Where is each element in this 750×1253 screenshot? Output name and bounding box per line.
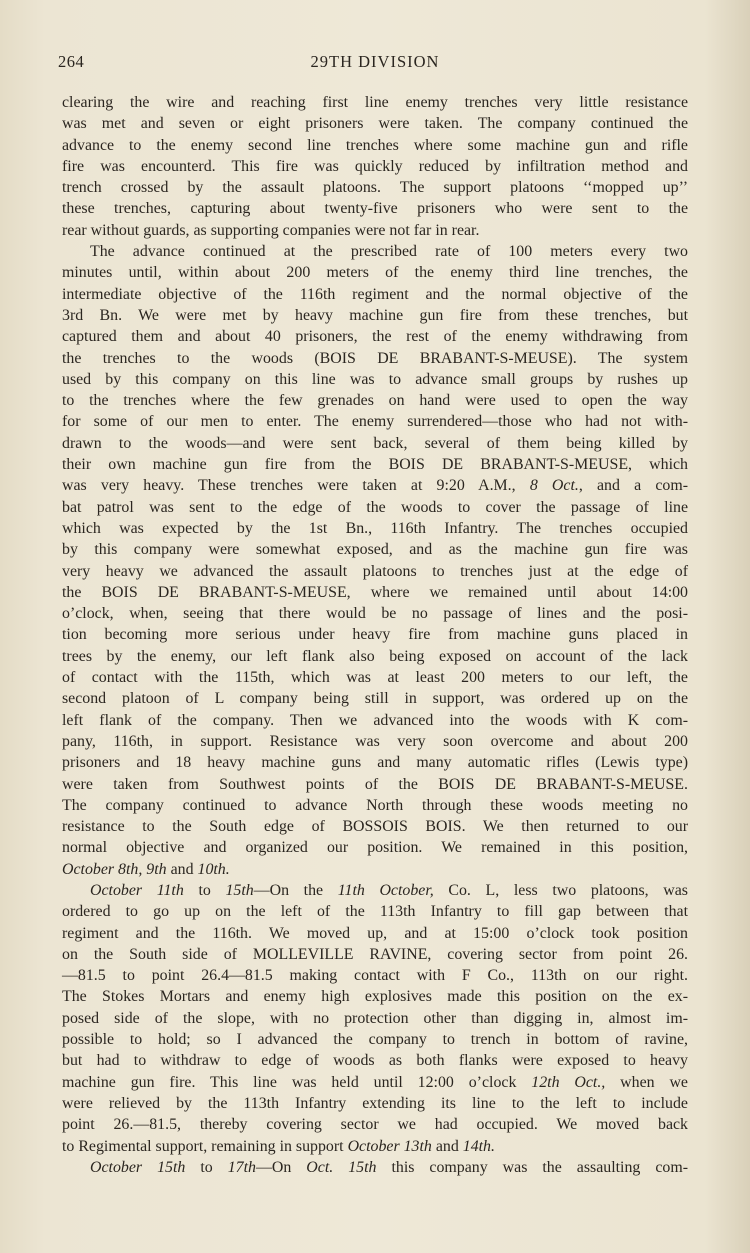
line-text: and <box>166 860 198 878</box>
text-line: were relieved by the 113th Infantry extending its line to the left to include <box>62 1094 688 1112</box>
text-line: trees by the enemy, our left flank also being exposed on account of the lack <box>62 647 688 665</box>
text-line <box>62 859 688 880</box>
line-text: —On <box>255 1158 307 1176</box>
text-line: were taken from Southwest points of the BOIS DE BRABANT-S-MEUSE. <box>62 775 688 793</box>
line-text: this company was the assaulting com- <box>376 1158 689 1176</box>
text-line <box>62 1157 688 1178</box>
date-italic: October 15th <box>90 1158 186 1176</box>
line-text: to Regimental support, remaining in support <box>62 1137 348 1155</box>
date-italic: 11th October, <box>337 881 434 899</box>
text-line: fire was encounterd. This fire was quickly reduced by infiltration method and <box>62 157 688 175</box>
line-text: —On the <box>253 881 338 899</box>
text-line: posed side of the slope, with no protection other than digging in, almost im- <box>62 1009 688 1027</box>
text-line: bat patrol was sent to the edge of the woods to cover the passage of line <box>62 498 688 516</box>
text-line: advance to the enemy second line trenches where some machine gun and rifle <box>62 136 688 154</box>
text-line: was met and seven or eight prisoners were taken. The company continued the <box>62 115 688 133</box>
text-line: intermediate objective of the 116th regiment and the normal objective of the <box>62 285 688 303</box>
text-line: which was expected by the 1st Bn., 116th Infantry. The trenches occupied <box>62 519 688 537</box>
text-line: regiment and the 116th. We moved up, and at 15:00 o’clock took position <box>62 924 688 942</box>
text-line: the BOIS DE BRABANT-S-MEUSE, where we remained until about 14:00 <box>62 583 688 601</box>
text-line: o’clock, when, seeing that there would be no passage of lines and the posi- <box>62 605 688 623</box>
text-line: to the trenches where the few grenades on hand were used to open the way <box>62 392 688 410</box>
date-italic: 14th. <box>462 1137 495 1155</box>
text-line: for some of our men to enter. The enemy surrendered—those who had not with- <box>62 413 688 431</box>
line-text: and <box>431 1137 463 1155</box>
text-line: very heavy we advanced the assault platoons to trenches just at the edge of <box>62 562 688 580</box>
paragraph-4 <box>62 1157 688 1178</box>
page-number: 264 <box>58 52 85 71</box>
text-line: drawn to the woods—and were sent back, several of them being killed by <box>62 434 688 452</box>
text-line: minutes until, within about 200 meters of the enemy third line trenches, the <box>62 264 688 282</box>
text-line: by this company were somewhat exposed, and as the machine gun fire was <box>62 541 688 559</box>
text-line: normal objective and organized our position. We remained in this position, <box>62 839 688 857</box>
text-line: prisoners and 18 heavy machine guns and many automatic rifles (Lewis type) <box>62 754 688 772</box>
line-text: Co. L, less two platoons, was <box>433 881 688 899</box>
text-line <box>62 1072 688 1093</box>
text-line <box>62 880 688 901</box>
text-line: possible to hold; so I advanced the company to trench in bottom of ravine, <box>62 1031 688 1049</box>
text-line: on the South side of MOLLEVILLE RAVINE, covering sector from point 26. <box>62 945 688 963</box>
date-italic: October 8th, 9th <box>62 860 167 878</box>
text-line: The Stokes Mortars and enemy high explosives made this position on the ex- <box>62 988 688 1006</box>
running-head: 29TH DIVISION <box>310 52 440 71</box>
text-line: the trenches to the woods (BOIS DE BRABANT-S-MEUSE). The system <box>62 349 688 367</box>
date-italic: October 13th <box>347 1137 432 1155</box>
paragraph-1 <box>62 92 688 241</box>
paragraph-2 <box>62 241 688 880</box>
line-text: was very heavy. These trenches were taken at 9:20 A.M., <box>62 477 530 495</box>
text-line: pany, 116th, in support. Resistance was very soon overcome and about 200 <box>62 732 688 750</box>
date-italic: 15th <box>225 881 254 899</box>
date-italic: 10th. <box>197 860 230 878</box>
text-line: rear without guards, as supporting companies were not far in rear. <box>62 221 480 239</box>
line-text: machine gun fire. This line was held until 12:00 o’clock <box>62 1073 532 1091</box>
text-line: 3rd Bn. We were met by heavy machine gun fire from these trenches, but <box>62 306 688 324</box>
page-header <box>58 52 692 76</box>
text-line: but had to withdraw to edge of woods as both flanks were exposed to heavy <box>62 1052 688 1070</box>
line-text: when we <box>605 1073 688 1091</box>
text-line: these trenches, capturing about twenty-five prisoners who were sent to the <box>62 200 688 218</box>
text-line: trench crossed by the assault platoons. The support platoons ‘‘mopped up’’ <box>62 179 688 197</box>
line-text: to <box>183 881 226 899</box>
date-italic: 17th <box>227 1158 256 1176</box>
text-line: clearing the wire and reaching first line enemy trenches very little resistance <box>62 94 688 111</box>
body-text <box>62 92 688 1178</box>
date-italic: 8 Oct. <box>529 477 579 495</box>
text-line: resistance to the South edge of BOSSOIS BOIS. We then returned to our <box>62 818 688 836</box>
text-line: left flank of the company. Then we advanced into the woods with K com- <box>62 711 688 729</box>
text-line <box>62 1136 688 1157</box>
text-line: used by this company on this line was to advance small groups by rushes up <box>62 370 688 388</box>
line-text: , and a com- <box>578 477 688 495</box>
text-line: The advance continued at the prescribed rate of 100 meters every two <box>90 243 688 261</box>
text-line: second platoon of L company being still in support, was ordered up on the <box>62 690 688 708</box>
text-line: —81.5 to point 26.4—81.5 making contact with F Co., 113th on our right. <box>62 967 688 985</box>
text-line: tion becoming more serious under heavy fire from machine guns placed in <box>62 626 688 644</box>
text-line: their own machine gun fire from the BOIS DE BRABANT-S-MEUSE, which <box>62 456 688 474</box>
text-line: point 26.—81.5, thereby covering sector we had occupied. We moved back <box>62 1116 688 1134</box>
date-italic: Oct. 15th <box>306 1158 377 1176</box>
text-line: captured them and about 40 prisoners, the rest of the enemy withdrawing from <box>62 328 688 346</box>
line-text: to <box>185 1158 228 1176</box>
text-line: of contact with the 115th, which was at least 200 meters to our left, the <box>62 669 688 687</box>
text-line: The company continued to advance North through these woods meeting no <box>62 796 688 814</box>
date-italic: 12th Oct., <box>531 1073 606 1091</box>
text-line: ordered to go up on the left of the 113th Infantry to fill gap between that <box>62 903 688 921</box>
date-italic: October 11th <box>90 881 184 899</box>
paragraph-3 <box>62 880 688 1157</box>
text-line <box>62 475 688 496</box>
